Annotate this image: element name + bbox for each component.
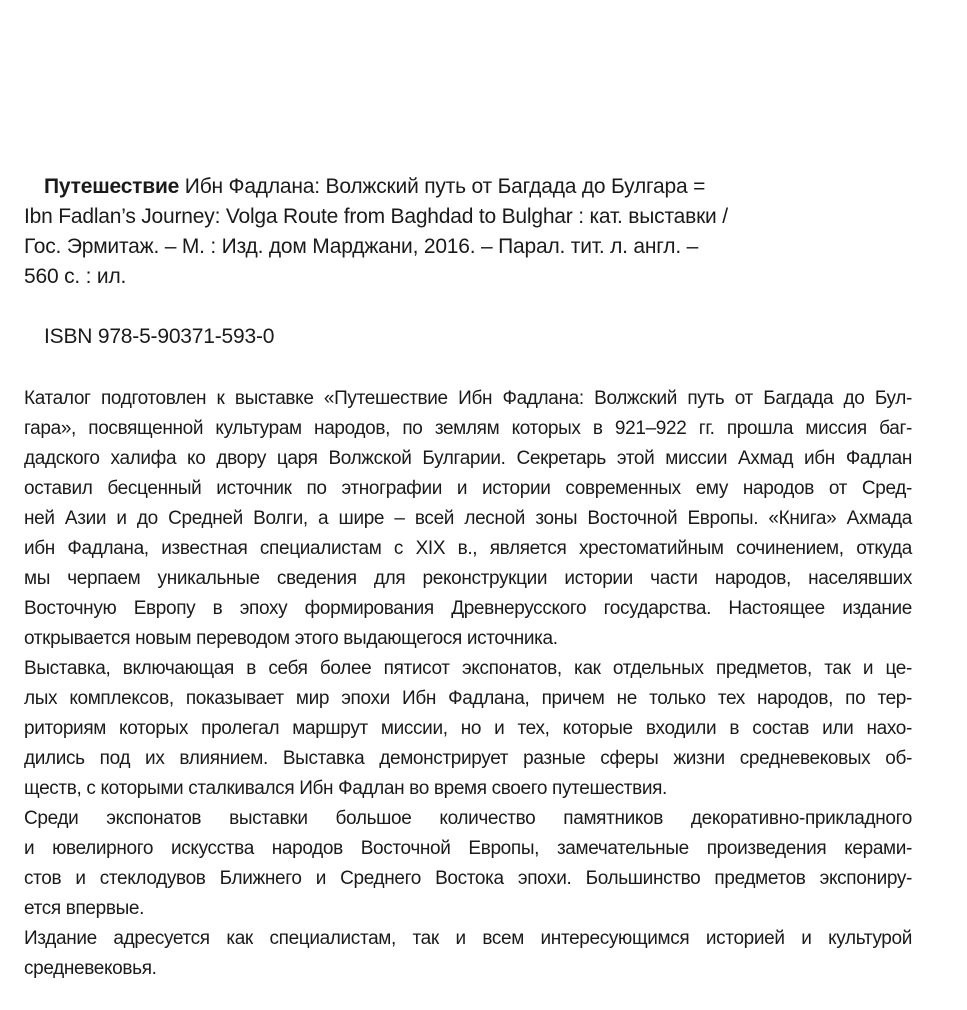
abstract-line: оставил бесценный источник по этнографии и истории современных ему народов от Сред- xyxy=(24,478,912,499)
title-rest: Ибн Фадлана: Волжский путь от Багдада до Булгара = xyxy=(179,175,706,198)
bibliographic-line-2: Ibn Fadlan’s Journey: Volga Route from Baghdad to Bulghar : кат. выставки / xyxy=(24,205,728,228)
abstract-line: мы черпаем уникальные сведения для реконструкции истории части народов, населявших xyxy=(24,568,912,589)
abstract-line: гара», посвященной культурам народов, по землям которых в 921–922 гг. прошла миссия баг- xyxy=(24,418,912,439)
isbn: ISBN 978-5-90371-593-0 xyxy=(44,325,275,348)
abstract-line: лых комплексов, показывает мир эпохи Ибн Фадлана, причем не только тех народов, по тер- xyxy=(24,688,912,709)
abstract-line: ется впервые. xyxy=(24,898,145,919)
abstract-line: и ювелирного искусства народов Восточной Европы, замечательные произведения керами- xyxy=(24,838,912,859)
abstract-line: стов и стеклодувов Ближнего и Среднего Востока эпохи. Большинство предметов экспониру- xyxy=(24,868,912,889)
title-lead-word: Путешествие xyxy=(44,175,180,198)
abstract-line: дились под их влиянием. Выставка демонстрирует разные сферы жизни средневековых об- xyxy=(24,748,912,769)
bibliographic-line-1 xyxy=(24,172,824,202)
abstract-line: Восточную Европу в эпоху формирования Древнерусского государства. Настоящее издание xyxy=(24,598,912,619)
bibliographic-line-3: Гос. Эрмитаж. – М. : Изд. дом Марджани, 2016. – Парал. тит. л. англ. – xyxy=(24,235,699,258)
abstract-line: открывается новым переводом этого выдающегося источника. xyxy=(24,628,558,649)
abstract-line: Издание адресуется как специалистам, так и всем интересующимся историей и культурой xyxy=(24,928,912,949)
abstract-line: дадского халифа ко двору царя Волжской Булгарии. Секретарь этой миссии Ахмад ибн Фадлан xyxy=(24,448,912,469)
abstract-line: ней Азии и до Средней Волги, а шире – всей лесной зоны Восточной Европы. «Книга» Ахмада xyxy=(24,508,912,529)
bibliographic-record xyxy=(24,172,824,292)
abstract-line: Каталог подготовлен к выставке «Путешествие Ибн Фадлана: Волжский путь от Багдада до Бул- xyxy=(24,388,912,409)
abstract-line: ществ, с которыми сталкивался Ибн Фадлан во время своего путешествия. xyxy=(24,778,667,799)
abstract xyxy=(24,384,912,984)
abstract-line: риториям которых пролегал маршрут миссии, но и тех, которые входили в состав или нахо- xyxy=(24,718,912,739)
abstract-line: ибн Фадлана, известная специалистам с XIX в., является хрестоматийным сочинением, откуда xyxy=(24,538,912,559)
abstract-line: Выставка, включающая в себя более пятисот экспонатов, как отдельных предметов, так и це- xyxy=(24,658,912,679)
abstract-line: Среди экспонатов выставки большое количество памятников декоративно-прикладного xyxy=(24,808,912,829)
bibliographic-line-4: 560 с. : ил. xyxy=(24,265,127,288)
abstract-line: средневековья. xyxy=(24,958,157,979)
